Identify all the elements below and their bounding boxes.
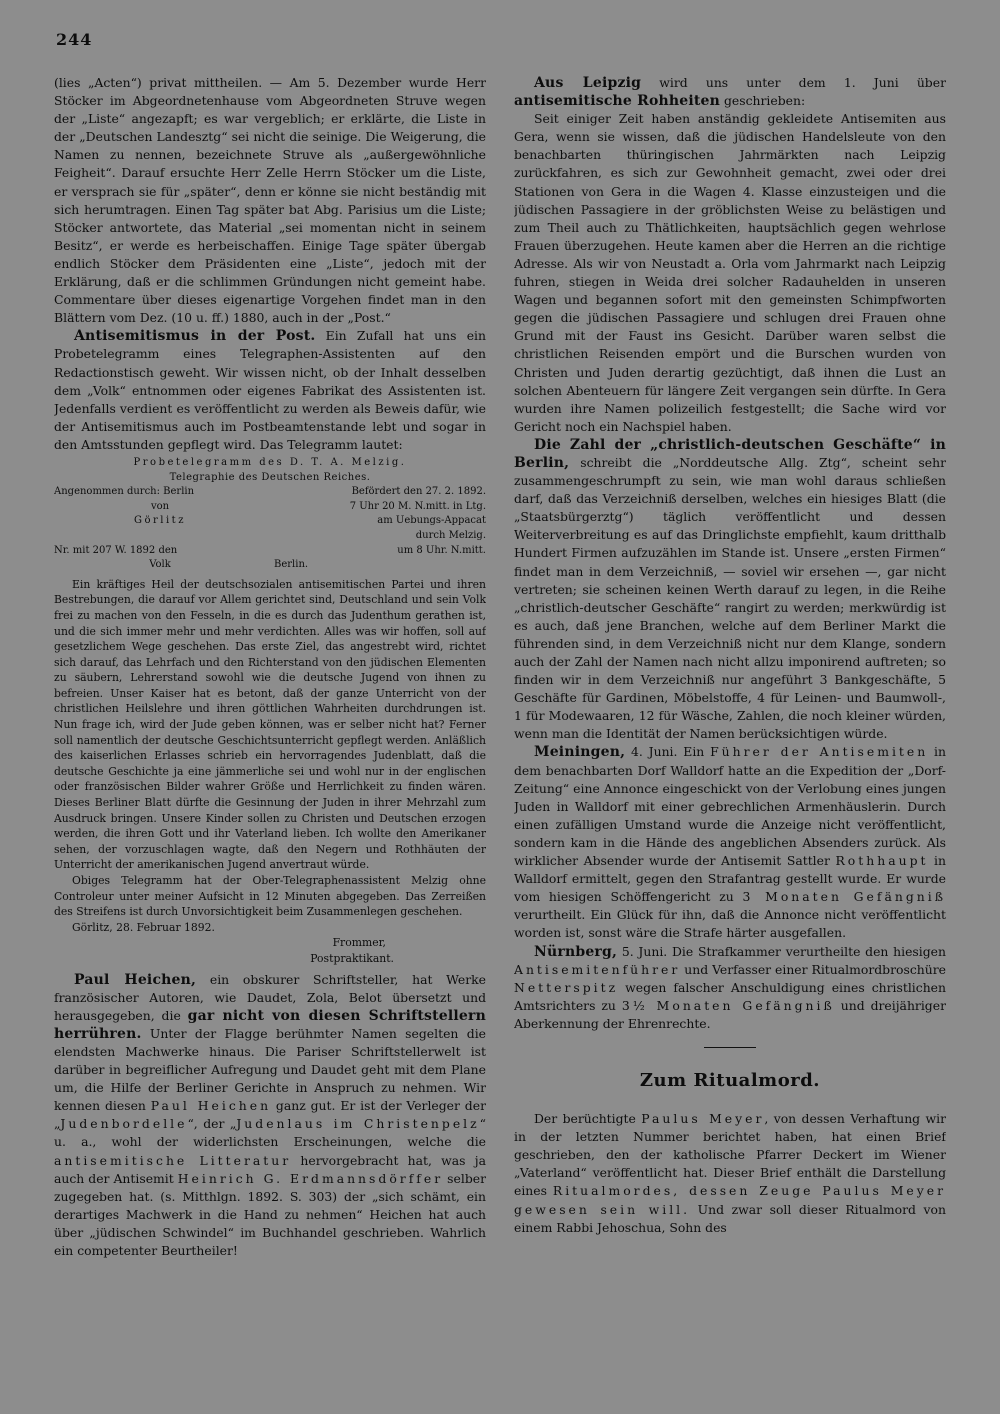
telegram-field-befoerdert: Befördert den 27. 2. 1892. xyxy=(351,486,486,498)
article-nuernberg: Nürnberg, 5. Juni. Die Strafkammer verurtheilte den hiesigen Antisemitenführer und Verfasser einer Ritualmordbroschüre Netterspitz wegen falscher Anschuldigung eines christlichen Amtsrichters zu 3½ Monaten Gefängniß und dreijähriger Aberkennung der Ehrenrechte. xyxy=(514,943,946,1031)
article-paul-heichen: Paul Heichen, ein obskurer Schriftsteller, hat Werke französischer Autoren, wie Daudet, Zola, Belot übersetzt und herausgegeben, die gar nicht von diesen Schriftstellern herrühren. Unter der Flagge berühmter Namen segelten die elendsten Machwerke hinaus. Die Pariser Schriftstellerwelt ist darüber in begreiflicher Aufregung und Daudet geht mit dem Plane um, die Hilfe der Berliner Gerichte in Anspruch zu nehmen. Wir kennen diesen Paul Heichen ganz gut. Er ist der Verleger der „Judenbordelle“, der „Judenlaus im Christenpelz“ u. a., wohl der widerlichsten Erscheinungen, welche die antisemitische Litteratur hervorgebracht hat, was ja auch der Antisemit Heinrich G. Erdmannsdörffer selber zugegeben hat. (s. Mitthlgn. 1892. S. 303) der „sich schämt, ein derartiges Machwerk in die Hand zu nehmen“ Heichen hat auch über „jüdischen Schwindel“ im Buchhandel geschrieben. Wahrlich ein competenter Beurtheiler! xyxy=(54,971,486,1258)
telegram-form xyxy=(54,456,486,573)
section-title-ritualmord: Zum Ritualmord. xyxy=(639,1069,821,1091)
headline-antisemitismus-post: Antisemitismus in der Post. xyxy=(74,328,316,345)
signature-name: Frommer, xyxy=(332,936,386,950)
telegram-field-angenommen: Angenommen durch: Berlin xyxy=(54,486,195,498)
headline-leipzig: Aus Leipzig xyxy=(534,75,642,91)
telegram-field-volk: Volk xyxy=(149,559,171,571)
page-number: 244 xyxy=(56,30,93,49)
signature-title: Postpraktikant. xyxy=(310,951,394,965)
article-stoecker-list: (lies „Acten“) privat mittheilen. — Am 5. Dezember wurde Herr Stöcker im Abgeordnetenhause vom Abgeordneten Struve wegen der „Liste“ angezapft; es war vergeblich; er erklärte, die Liste in der „Deutschen Landesztg“ sei nicht die seinige. Die Weigerung, die Namen zu nennen, bezeichnete Struve als „außergewöhnliche Feigheit“. Darauf ersuchte Herr Zelle Herrn Stöcker um die Liste, er versprach sie für „später“, denn er könne sie nicht beständig mit sich herumtragen. Einen Tag später bat Abg. Parisius um die Liste; Stöcker antwortete, das Material „sei momentan nicht in seinem Besitz“, er werde es herbeischaffen. Einige Tage später übergab endlich Stöcker dem Präsidenten eine „Liste“, jedoch mit der Erklärung, daß er die schlimmen Gründungen nicht gemeint habe. Commentare über dieses eigenartige Vorgehen findet man in den Blättern vom Dez. (10 u. ff.) 1880, auch in der „Post.“ xyxy=(54,75,486,326)
article-ritualmord: Der berüchtigte Paulus Meyer, von dessen Verhaftung wir in der letzten Nummer berichtet haben, hat einen Brief geschrieben, den der katholische Pfarrer Deckert im Wiener „Vaterland“ veröffentlicht hat. Dieser Brief enthält die Darstellung eines Ritualmordes, dessen Zeuge Paulus Meyer gewesen sein will. Und zwar soll dieser Ritualmord von einem Rabbi Jehoschua, Sohn des xyxy=(514,1111,946,1235)
right-column xyxy=(514,74,946,1364)
telegram-field-von: von xyxy=(150,500,170,512)
article-meiningen: Meiningen, 4. Juni. Ein Führer der Antisemiten in dem benachbarten Dorf Walldorf hatte an die Expedition der „Dorf-Zeitung“ eine Annonce eingeschickt von der Verlobung eines jungen Juden in Walldorf mit einer gebrechlichen Armenhäuslerin. Durch einen zufälligen Umstand wurde die Anzeige nicht veröffentlicht, sondern kam in die Hände des angeblichen Absenders zurück. Als wirklicher Absender wurde der Antisemit Sattler Rothhaupt in Walldorf ermittelt, gegen den Strafantrag gestellt wurde. Er wurde vom hiesigen Schöffengericht zu 3 Monaten Gefängniß verurtheilt. Ein Glück für ihn, daß die Annonce nicht veröffentlicht worden ist, sonst wäre die Strafe härter ausgefallen. xyxy=(514,744,946,941)
article-leipzig-body: Seit einiger Zeit haben anständig gekleidete Antisemiten aus Gera, wenn sie wissen, daß die jüdischen Handelsleute von den benachbarten thüringischen Jahrmärkten nach Leipzig zurückfahren, es sich zur Gewohnheit gemacht, zwei oder drei Stationen von Gera in die Wagen 4. Klasse einzusteigen und die jüdischen Passagiere in der gröblichsten Weise zu belästigen und zum Theil auch zu Thätlichkeiten, hauptsächlich gegen wehrlose Frauen überzugehen. Heute kamen aber die Herren an die richtige Adresse. Als wir von Neustadt a. Orla vom Jahrmarkt nach Leipzig fuhren, stiegen in Weida drei solcher Radauhelden in unseren Wagen und begannen sofort mit den gemeinsten Schimpfworten gegen die jüdischen Passagiere und schlugen drei Frauen ohne Grund mit der Faust ins Gesicht. Darüber waren selbst die christlichen Reisenden empört und die Burschen wurden von Christen und Juden derartig gezüchtigt, daß ihnen die Lust an solchen Abenteuern für längere Zeit vergangen sein dürfte. In Gera wurden ihre Namen polizeilich festgestellt; die Sache wird vor Gericht noch ein Nachspiel haben. xyxy=(514,111,946,434)
section-divider xyxy=(704,1047,756,1048)
telegram-field-um: um 8 Uhr. N.mitt. xyxy=(397,544,486,556)
telegram-text: Ein kräftiges Heil der deutschsozialen antisemitischen Partei und ihren Bestrebungen, die darauf vor Allem gerichtet sind, Deutschland und sein Volk frei zu machen von den Fesseln, in die es durch das Judenthum gerathen ist, und die sich immer mehr und mehr verdichten. Alles was wir hoffen, soll auf gesetzlichem Wege geschehen. Das erste Ziel, das angestrebt wird, richtet sich darauf, das Lehrfach und den Richterstand von den jüdischen Elementen zu säubern, Lehrerstand sowohl wie die deutsche Jugend von ihnen zu befreien. Unser Kaiser hat es betont, daß der ganze Unterricht von der christlichen Heilslehre und ihren göttlichen Wahrheiten durchdrungen ist. Nun frage ich, wird der Jude geben können, was er selber nicht hat? Ferner soll namentlich der deutsche Geschichtsunterricht gepflegt werden. Anläßlich des kaiserlichen Erlasses schrieb ein hervorragendes Judenblatt, daß die deutsche Geschichte ja eine jämmerliche sei und wohl nur in der englischen oder französischen Bilder wahrer Größe und Herrlichkeit zu finden wären. Dieses Berliner Blatt dürfte die Gesinnung der Juden in ihrer Mehrzahl zum Ausdruck bringen. Unsere Kinder sollen zu Christen und Deutschen erzogen werden, die ihren Gott und ihr Vaterland lieben. Ich wollte den Amerikaner sehen, der vorzuschlagen wagte, daß den Negern und Rothhäuten der Unterricht der amerikanischen Jugend anvertraut würde. xyxy=(54,577,486,872)
article-antisemitismus-post: Antisemitismus in der Post. Ein Zufall hat uns ein Probetelegramm eines Telegraphen-Assistenten auf den Redactionstisch geweht. Wir wissen nicht, ob der Inhalt desselben dem „Volk“ entnommen oder eigenes Fabrikat des Assistenten ist. Jedenfalls verdient es veröffentlicht zu werden als Beweis dafür, wie der Antisemitismus auch im Postbeamtenstande lebt und sogar in den Amtsstunden gepflegt wird. Das Telegramm lautet: xyxy=(54,328,486,452)
article-christlich-deutsche-geschaefte: Die Zahl der „christlich-deutschen Geschäfte“ in Berlin, schreibt die „Norddeutsche Allg. Ztg“, scheint sehr zusammengeschrumpft zu sein, wie man wohl daraus schließen darf, daß das Verzeichniß derselben, welches ein hiesiges Blatt (die „Staatsbürgerztg“) täglich veröffentlicht und dessen Weiterverbreitung es auf das Dringlichste empfiehlt, kaum dritthalb Hundert Firmen aufzuzählen im Stande ist. Unsere „ersten Firmen“ findet man in dem Verzeichniß, — soviel wir ersehen —, gar nicht vertreten; sie scheinen keinen Werth darauf zu legen, in die Reihe „christlich-deutscher Geschäfte“ rangirt zu werden; merkwürdig ist es auch, daß jene Branchen, welche auf dem Berliner Markt die führenden sind, in dem Verzeichniß nicht nur dem Klange, sondern auch der Zahl der Namen nach nicht allzu imponirend auftreten; so finden wir in dem Verzeichniß nur angeführt 3 Bankgeschäfte, 5 Geschäfte für Gardinen, Möbelstoffe, 4 für Leinen- und Baumwoll-, 1 für Modewaaren, 12 für Wäsche, Zahlen, die noch kleiner würden, wenn man die Identität der Namen berücksichtigen würde. xyxy=(514,436,946,742)
headline-paul-heichen: Paul Heichen, xyxy=(74,971,197,988)
telegram-field-apparat: am Uebungs-Appacat xyxy=(377,515,486,527)
telegram-field-durch: durch Melzig. xyxy=(415,529,486,541)
telegram-date: Görlitz, 28. Februar 1892. xyxy=(72,920,215,934)
article-leipzig-intro: Aus Leipzig wird uns unter dem 1. Juni über antisemitische Rohheiten geschrieben: xyxy=(514,75,946,110)
telegram-fields xyxy=(54,485,486,573)
telegram-field-blank xyxy=(54,529,266,544)
telegram-note: Obiges Telegramm hat der Ober-Telegraphenassistent Melzig ohne Controleur unter meiner Aufsicht in 12 Minuten abgegeben. Das Zerreißen des Streifens ist durch Unvorsichtigkeit beim Zusammenlegen geschehen. xyxy=(54,874,486,919)
headline-meiningen: Meiningen, xyxy=(534,744,626,761)
telegram-body xyxy=(54,577,486,936)
telegram-field-uhr: 7 Uhr 20 M. N.mitt. in Ltg. xyxy=(349,500,486,512)
telegram-field-nr: Nr. mit 207 W. 1892 den xyxy=(54,544,178,556)
headline-christlich-deutsche-geschaefte: Die Zahl der „christlich-deutschen Geschäfte“ in Berlin, xyxy=(514,436,946,471)
headline-nuernberg: Nürnberg, xyxy=(534,943,618,960)
telegram-field-goerlitz: Görlitz xyxy=(134,515,186,527)
telegram-field-berlin: Berlin. xyxy=(274,559,309,571)
telegram-subtitle: Telegraphie des Deutschen Reiches. xyxy=(169,471,371,483)
headline-rohheiten: antisemitische Rohheiten xyxy=(514,93,721,110)
telegram-title: Probetelegramm des D. T. A. Melzig. xyxy=(133,456,407,468)
left-column xyxy=(54,74,486,1364)
